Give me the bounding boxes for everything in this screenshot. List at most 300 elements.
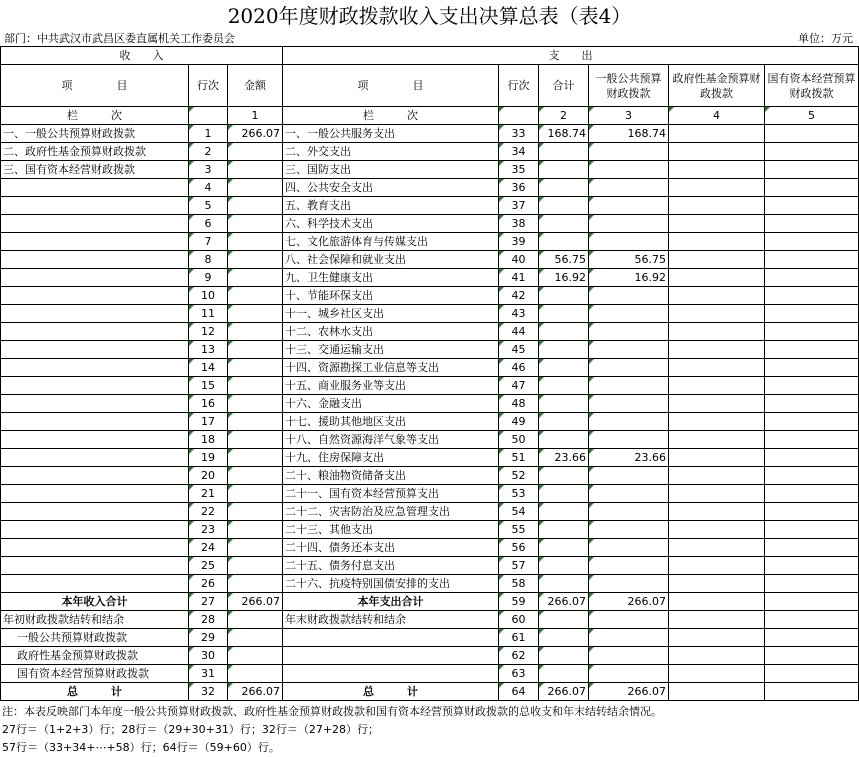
income-item-cell — [1, 215, 189, 233]
state-capital-cell — [765, 647, 859, 665]
income-row-no-cell: 6 — [189, 215, 228, 233]
state-capital-cell — [765, 305, 859, 323]
expense-item-cell — [283, 629, 499, 647]
income-amount-cell — [228, 485, 283, 503]
table-row — [1, 575, 859, 593]
general-public-cell — [589, 179, 669, 197]
state-capital-header: 国有资本经营预算财政拨款 — [765, 65, 859, 107]
income-item-cell — [1, 323, 189, 341]
income-row-no-cell: 7 — [189, 233, 228, 251]
expense-item-cell: 四、公共安全支出 — [283, 179, 499, 197]
income-item-cell — [1, 521, 189, 539]
income-amount-cell — [228, 287, 283, 305]
income-item-cell: 一、一般公共预算财政拨款 — [1, 125, 189, 143]
income-row-no-cell: 21 — [189, 485, 228, 503]
table-row — [1, 647, 859, 665]
expense-item-cell: 二十五、债务付息支出 — [283, 557, 499, 575]
income-row-no-cell: 1 — [189, 125, 228, 143]
expense-row-no-header: 行次 — [499, 65, 539, 107]
expense-item-cell: 二十二、灾害防治及应急管理支出 — [283, 503, 499, 521]
income-lanci: 栏 次 — [1, 107, 189, 125]
expense-total-cell — [539, 575, 589, 593]
income-row-no-cell: 11 — [189, 305, 228, 323]
gov-fund-cell — [669, 575, 765, 593]
budget-table — [0, 46, 859, 701]
expense-total-cell — [539, 485, 589, 503]
table-row — [1, 521, 859, 539]
income-amount-cell: 266.07 — [228, 593, 283, 611]
expense-total-cell — [539, 503, 589, 521]
expense-item-cell: 十四、资源勘探工业信息等支出 — [283, 359, 499, 377]
state-capital-cell — [765, 539, 859, 557]
income-row-no-cell: 22 — [189, 503, 228, 521]
expense-item-cell: 年末财政拨款结转和结余 — [283, 611, 499, 629]
general-public-cell — [589, 503, 669, 521]
table-row — [1, 629, 859, 647]
general-public-cell — [589, 413, 669, 431]
expense-item-cell: 八、社会保障和就业支出 — [283, 251, 499, 269]
expense-item-cell: 总 计 — [283, 683, 499, 701]
expense-row-no-cell: 48 — [499, 395, 539, 413]
income-item-cell — [1, 377, 189, 395]
gov-fund-cell — [669, 557, 765, 575]
expense-total-cell — [539, 341, 589, 359]
gov-fund-cell — [669, 539, 765, 557]
table-row — [1, 431, 859, 449]
state-capital-cell — [765, 359, 859, 377]
expense-row-no-cell: 35 — [499, 161, 539, 179]
gov-fund-cell — [669, 521, 765, 539]
general-public-cell — [589, 647, 669, 665]
table-row — [1, 269, 859, 287]
gov-fund-cell — [669, 179, 765, 197]
income-amount-cell — [228, 575, 283, 593]
expense-total-cell — [539, 215, 589, 233]
expense-row-no-cell: 33 — [499, 125, 539, 143]
general-public-cell — [589, 485, 669, 503]
state-capital-cell — [765, 557, 859, 575]
state-capital-cell — [765, 503, 859, 521]
expense-total-cell — [539, 233, 589, 251]
table-row — [1, 665, 859, 683]
expense-item-cell: 十二、农林水支出 — [283, 323, 499, 341]
expense-total-cell — [539, 305, 589, 323]
general-public-cell: 23.66 — [589, 449, 669, 467]
expense-row-no-cell: 62 — [499, 647, 539, 665]
income-amount-header: 金额 — [228, 65, 283, 107]
income-row-no-cell: 9 — [189, 269, 228, 287]
expense-col-2: 2 — [539, 107, 589, 125]
expense-col-4: 4 — [669, 107, 765, 125]
gov-fund-cell — [669, 377, 765, 395]
table-row — [1, 233, 859, 251]
gov-fund-cell — [669, 629, 765, 647]
table-row — [1, 323, 859, 341]
income-amount-cell — [228, 557, 283, 575]
state-capital-cell — [765, 665, 859, 683]
expense-total-cell: 168.74 — [539, 125, 589, 143]
income-amount-cell — [228, 269, 283, 287]
expense-row-no-cell: 57 — [499, 557, 539, 575]
expense-row-no-cell: 36 — [499, 179, 539, 197]
income-item-cell: 三、国有资本经营财政拨款 — [1, 161, 189, 179]
general-public-cell — [589, 341, 669, 359]
gov-fund-cell — [669, 665, 765, 683]
general-public-cell — [589, 629, 669, 647]
general-public-cell — [589, 467, 669, 485]
state-capital-cell — [765, 287, 859, 305]
general-public-cell — [589, 359, 669, 377]
expense-col-3: 3 — [589, 107, 669, 125]
table-row — [1, 197, 859, 215]
table-row — [1, 557, 859, 575]
income-row-no-cell: 25 — [189, 557, 228, 575]
expense-row-no-cell: 42 — [499, 287, 539, 305]
income-amount-cell — [228, 467, 283, 485]
income-col-1: 1 — [228, 107, 283, 125]
expense-row-no-cell: 46 — [499, 359, 539, 377]
expense-total-cell: 266.07 — [539, 593, 589, 611]
income-amount-cell: 266.07 — [228, 125, 283, 143]
expense-row-no-cell: 41 — [499, 269, 539, 287]
income-item-cell: 年初财政拨款结转和结余 — [1, 611, 189, 629]
expense-row-no-cell: 56 — [499, 539, 539, 557]
income-amount-cell — [228, 233, 283, 251]
expense-total-cell — [539, 143, 589, 161]
expense-row-no-cell: 43 — [499, 305, 539, 323]
state-capital-cell — [765, 593, 859, 611]
expense-total-cell — [539, 557, 589, 575]
gov-fund-cell — [669, 683, 765, 701]
income-item-cell — [1, 539, 189, 557]
expense-total-cell — [539, 431, 589, 449]
income-row-no-cell: 13 — [189, 341, 228, 359]
expense-row-no-cell: 54 — [499, 503, 539, 521]
general-public-cell — [589, 611, 669, 629]
expense-row-no-cell: 59 — [499, 593, 539, 611]
expense-item-cell: 本年支出合计 — [283, 593, 499, 611]
expense-row-no-cell: 39 — [499, 233, 539, 251]
gov-fund-cell — [669, 647, 765, 665]
income-amount-cell: 266.07 — [228, 683, 283, 701]
state-capital-cell — [765, 377, 859, 395]
gov-fund-cell — [669, 233, 765, 251]
state-capital-cell — [765, 575, 859, 593]
income-item-cell: 总 计 — [1, 683, 189, 701]
expense-item-cell: 五、教育支出 — [283, 197, 499, 215]
expense-total-cell — [539, 287, 589, 305]
expense-item-cell: 十、节能环保支出 — [283, 287, 499, 305]
state-capital-cell — [765, 485, 859, 503]
expense-total-cell: 16.92 — [539, 269, 589, 287]
expense-total-cell: 56.75 — [539, 251, 589, 269]
table-row — [1, 161, 859, 179]
general-public-cell: 16.92 — [589, 269, 669, 287]
table-row — [1, 287, 859, 305]
expense-item-cell: 十六、金融支出 — [283, 395, 499, 413]
table-row — [1, 377, 859, 395]
income-amount-cell — [228, 251, 283, 269]
expense-item-cell: 十八、自然资源海洋气象等支出 — [283, 431, 499, 449]
income-amount-cell — [228, 629, 283, 647]
gov-fund-cell — [669, 449, 765, 467]
expense-row-no-cell: 63 — [499, 665, 539, 683]
expense-total-cell — [539, 323, 589, 341]
income-item-cell — [1, 503, 189, 521]
income-item-cell — [1, 485, 189, 503]
unit-label: 单位：万元 — [798, 32, 853, 45]
general-public-cell — [589, 233, 669, 251]
expense-row-no-cell: 52 — [499, 467, 539, 485]
expense-total-cell — [539, 647, 589, 665]
income-item-cell — [1, 197, 189, 215]
expense-row-no-cell: 51 — [499, 449, 539, 467]
expense-row-no-cell: 45 — [499, 341, 539, 359]
income-amount-cell — [228, 503, 283, 521]
table-row — [1, 413, 859, 431]
income-item-cell: 一般公共预算财政拨款 — [1, 629, 189, 647]
income-row-no-cell: 30 — [189, 647, 228, 665]
table-row — [1, 125, 859, 143]
general-public-cell — [589, 539, 669, 557]
state-capital-cell — [765, 251, 859, 269]
table-row — [1, 503, 859, 521]
table-row — [1, 359, 859, 377]
note-line: 注：本表反映部门本年度一般公共预算财政拨款、政府性基金预算财政拨款和国有资本经营预算财政拨款的总收支和年末结转结余情况。 — [2, 705, 662, 718]
expense-item-cell: 二十、粮油物资储备支出 — [283, 467, 499, 485]
income-item-cell — [1, 287, 189, 305]
expense-header: 支 出 — [283, 47, 859, 65]
state-capital-cell — [765, 233, 859, 251]
expense-row-no-cell: 37 — [499, 197, 539, 215]
table-row — [1, 179, 859, 197]
gov-fund-cell — [669, 359, 765, 377]
income-row-no-cell: 14 — [189, 359, 228, 377]
income-item-cell — [1, 575, 189, 593]
header-row-columns — [1, 65, 859, 107]
income-row-no-cell: 18 — [189, 431, 228, 449]
header-row-lanci — [1, 107, 859, 125]
expense-total-cell — [539, 413, 589, 431]
expense-item-cell: 七、文化旅游体育与传媒支出 — [283, 233, 499, 251]
expense-row-no-cell: 61 — [499, 629, 539, 647]
state-capital-cell — [765, 143, 859, 161]
income-item-cell — [1, 251, 189, 269]
income-item-cell: 国有资本经营预算财政拨款 — [1, 665, 189, 683]
expense-item-cell: 十七、援助其他地区支出 — [283, 413, 499, 431]
table-row — [1, 305, 859, 323]
table-row — [1, 143, 859, 161]
general-public-cell — [589, 143, 669, 161]
income-item-cell — [1, 179, 189, 197]
state-capital-cell — [765, 395, 859, 413]
income-amount-cell — [228, 179, 283, 197]
general-public-cell — [589, 305, 669, 323]
income-amount-cell — [228, 665, 283, 683]
gov-fund-cell — [669, 215, 765, 233]
table-row — [1, 539, 859, 557]
gov-fund-cell — [669, 611, 765, 629]
income-amount-cell — [228, 323, 283, 341]
header-row-section — [1, 47, 859, 65]
expense-lanci: 栏 次 — [283, 107, 499, 125]
income-header: 收 入 — [1, 47, 283, 65]
gov-fund-cell — [669, 395, 765, 413]
table-row — [1, 449, 859, 467]
income-row-no-cell: 5 — [189, 197, 228, 215]
expense-item-cell: 二十四、债务还本支出 — [283, 539, 499, 557]
expense-row-no-cell: 44 — [499, 323, 539, 341]
income-lanci-no — [189, 107, 228, 125]
income-item-cell — [1, 395, 189, 413]
gov-fund-cell — [669, 593, 765, 611]
state-capital-cell — [765, 125, 859, 143]
income-row-no-cell: 20 — [189, 467, 228, 485]
expense-row-no-cell: 53 — [499, 485, 539, 503]
table-row — [1, 395, 859, 413]
gov-fund-cell — [669, 341, 765, 359]
state-capital-cell — [765, 179, 859, 197]
income-amount-cell — [228, 197, 283, 215]
state-capital-cell — [765, 197, 859, 215]
expense-item-cell: 二十六、抗疫特别国债安排的支出 — [283, 575, 499, 593]
expense-item-cell: 十一、城乡社区支出 — [283, 305, 499, 323]
expense-item-header: 项 目 — [283, 65, 499, 107]
expense-row-no-cell: 38 — [499, 215, 539, 233]
income-amount-cell — [228, 413, 283, 431]
income-amount-cell — [228, 305, 283, 323]
general-public-cell — [589, 377, 669, 395]
expense-row-no-cell: 47 — [499, 377, 539, 395]
expense-total-header: 合计 — [539, 65, 589, 107]
note-line: 57行＝（33+34+⋯+58）行；64行＝（59+60）行。 — [2, 741, 280, 754]
expense-item-cell — [283, 647, 499, 665]
state-capital-cell — [765, 467, 859, 485]
expense-row-no-cell: 49 — [499, 413, 539, 431]
expense-total-cell — [539, 161, 589, 179]
expense-item-cell: 三、国防支出 — [283, 161, 499, 179]
state-capital-cell — [765, 413, 859, 431]
expense-item-cell: 二、外交支出 — [283, 143, 499, 161]
income-row-no-cell: 26 — [189, 575, 228, 593]
income-amount-cell — [228, 539, 283, 557]
state-capital-cell — [765, 449, 859, 467]
income-row-no-cell: 19 — [189, 449, 228, 467]
gov-fund-cell — [669, 467, 765, 485]
table-row — [1, 251, 859, 269]
expense-total-cell — [539, 359, 589, 377]
income-item-cell: 二、政府性基金预算财政拨款 — [1, 143, 189, 161]
income-item-cell — [1, 233, 189, 251]
gov-fund-cell — [669, 413, 765, 431]
gov-fund-cell — [669, 197, 765, 215]
expense-total-cell — [539, 467, 589, 485]
income-item-cell — [1, 341, 189, 359]
gov-fund-cell — [669, 485, 765, 503]
expense-item-cell: 十五、商业服务业等支出 — [283, 377, 499, 395]
expense-total-cell: 266.07 — [539, 683, 589, 701]
department-label: 部门：中共武汉市武昌区委直属机关工作委员会 — [4, 32, 235, 45]
expense-total-cell — [539, 629, 589, 647]
table-notes — [2, 703, 857, 757]
state-capital-cell — [765, 215, 859, 233]
gov-fund-cell — [669, 143, 765, 161]
income-row-no-cell: 16 — [189, 395, 228, 413]
expense-item-cell: 十九、住房保障支出 — [283, 449, 499, 467]
expense-row-no-cell: 40 — [499, 251, 539, 269]
general-public-cell: 168.74 — [589, 125, 669, 143]
expense-item-cell: 二十三、其他支出 — [283, 521, 499, 539]
state-capital-cell — [765, 341, 859, 359]
general-public-header: 一般公共预算财政拨款 — [589, 65, 669, 107]
income-row-no-cell: 31 — [189, 665, 228, 683]
income-row-no-cell: 29 — [189, 629, 228, 647]
state-capital-cell — [765, 521, 859, 539]
general-public-cell — [589, 665, 669, 683]
income-amount-cell — [228, 215, 283, 233]
table-row — [1, 593, 859, 611]
gov-fund-cell — [669, 161, 765, 179]
expense-total-cell — [539, 539, 589, 557]
gov-fund-cell — [669, 287, 765, 305]
income-item-cell — [1, 359, 189, 377]
page-title: 2020年度财政拨款收入支出决算总表（表4） — [227, 4, 632, 28]
income-amount-cell — [228, 647, 283, 665]
expense-item-cell: 二十一、国有资本经营预算支出 — [283, 485, 499, 503]
income-row-no-cell: 28 — [189, 611, 228, 629]
income-amount-cell — [228, 431, 283, 449]
income-amount-cell — [228, 341, 283, 359]
expense-col-5: 5 — [765, 107, 859, 125]
income-row-no-cell: 2 — [189, 143, 228, 161]
general-public-cell — [589, 215, 669, 233]
expense-total-cell — [539, 521, 589, 539]
expense-item-cell: 一、一般公共服务支出 — [283, 125, 499, 143]
income-row-no-cell: 3 — [189, 161, 228, 179]
note-line: 27行＝（1+2+3）行；28行＝（29+30+31）行；32行＝（27+28）行； — [2, 723, 380, 736]
gov-fund-cell — [669, 503, 765, 521]
income-amount-cell — [228, 377, 283, 395]
income-row-no-header: 行次 — [189, 65, 228, 107]
income-amount-cell — [228, 449, 283, 467]
income-item-cell — [1, 557, 189, 575]
general-public-cell — [589, 323, 669, 341]
income-item-cell — [1, 269, 189, 287]
income-amount-cell — [228, 161, 283, 179]
table-row — [1, 485, 859, 503]
expense-total-cell — [539, 197, 589, 215]
expense-total-cell: 23.66 — [539, 449, 589, 467]
expense-row-no-cell: 34 — [499, 143, 539, 161]
expense-row-no-cell: 60 — [499, 611, 539, 629]
general-public-cell: 56.75 — [589, 251, 669, 269]
state-capital-cell — [765, 629, 859, 647]
gov-fund-cell — [669, 323, 765, 341]
general-public-cell — [589, 431, 669, 449]
gov-fund-header: 政府性基金预算财政拨款 — [669, 65, 765, 107]
expense-total-cell — [539, 395, 589, 413]
general-public-cell: 266.07 — [589, 593, 669, 611]
income-amount-cell — [228, 611, 283, 629]
income-item-cell: 政府性基金预算财政拨款 — [1, 647, 189, 665]
general-public-cell — [589, 557, 669, 575]
table-row — [1, 611, 859, 629]
income-amount-cell — [228, 521, 283, 539]
general-public-cell — [589, 161, 669, 179]
table-row — [1, 467, 859, 485]
income-row-no-cell: 24 — [189, 539, 228, 557]
general-public-cell: 266.07 — [589, 683, 669, 701]
